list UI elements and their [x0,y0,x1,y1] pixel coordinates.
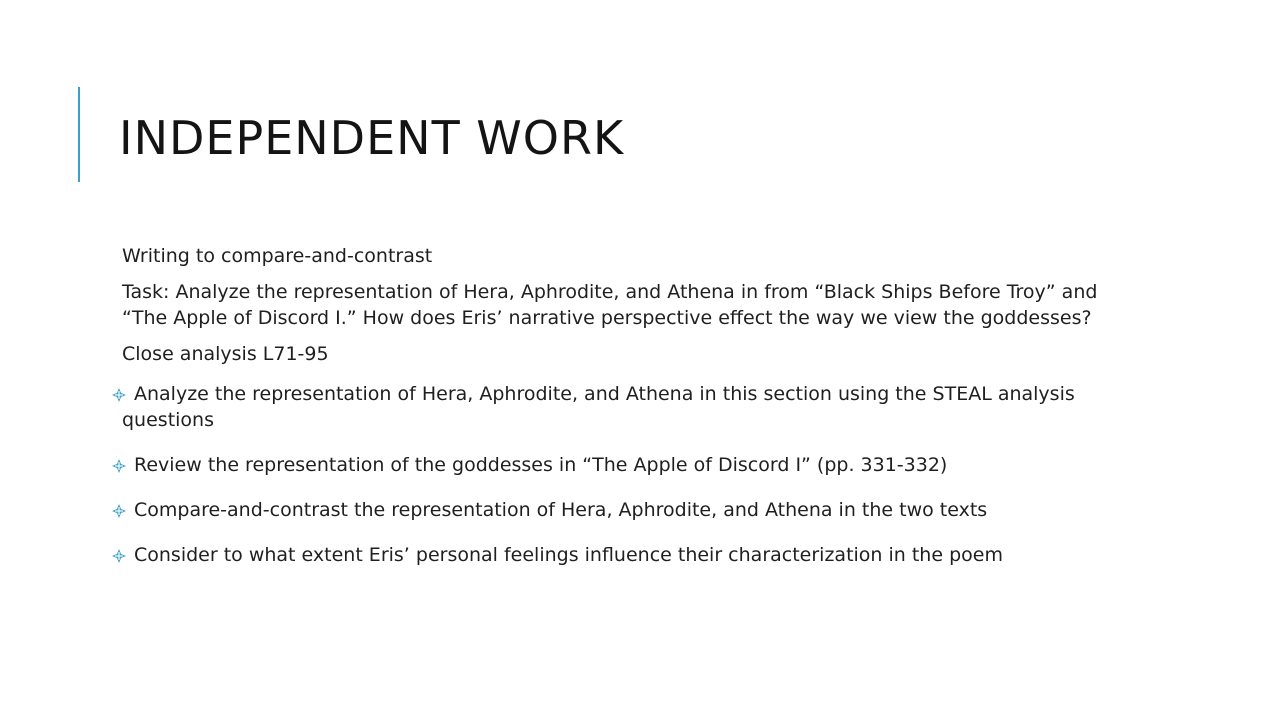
subtitle-paragraph: Writing to compare-and-contrast [122,245,433,267]
slide-body [110,243,1110,587]
title-accent-bar [78,87,80,182]
bullet-text: Review the representation of the goddesses in “The Apple of Discord I” (pp. 331-332) [134,454,948,476]
close-analysis-paragraph: Close analysis L71-95 [122,343,329,365]
task-paragraph: Task: Analyze the representation of Hera, Aphrodite, and Athena in from “Black Ships Before Troy” and “The Apple of Discord I.” How does Eris’ narrative perspective effect the way we view the goddesses? [122,281,1098,329]
diamond-bullet-icon [112,549,126,563]
bullet-text: Consider to what extent Eris’ personal feelings influence their characterization in the poem [134,544,1003,566]
bullet-item [110,381,1110,433]
bullet-text: Compare-and-contrast the representation of Hera, Aphrodite, and Athena in the two texts [134,499,988,521]
bullet-text: Analyze the representation of Hera, Aphrodite, and Athena in this section using the STEAL analysis questions [122,383,1075,431]
bullet-item [110,452,1110,478]
diamond-bullet-icon [112,459,126,473]
bullet-item [110,497,1110,523]
diamond-bullet-icon [112,388,126,402]
diamond-bullet-icon [112,504,126,518]
slide-title: INDEPENDENT WORK [119,111,625,165]
bullet-item [110,542,1110,568]
